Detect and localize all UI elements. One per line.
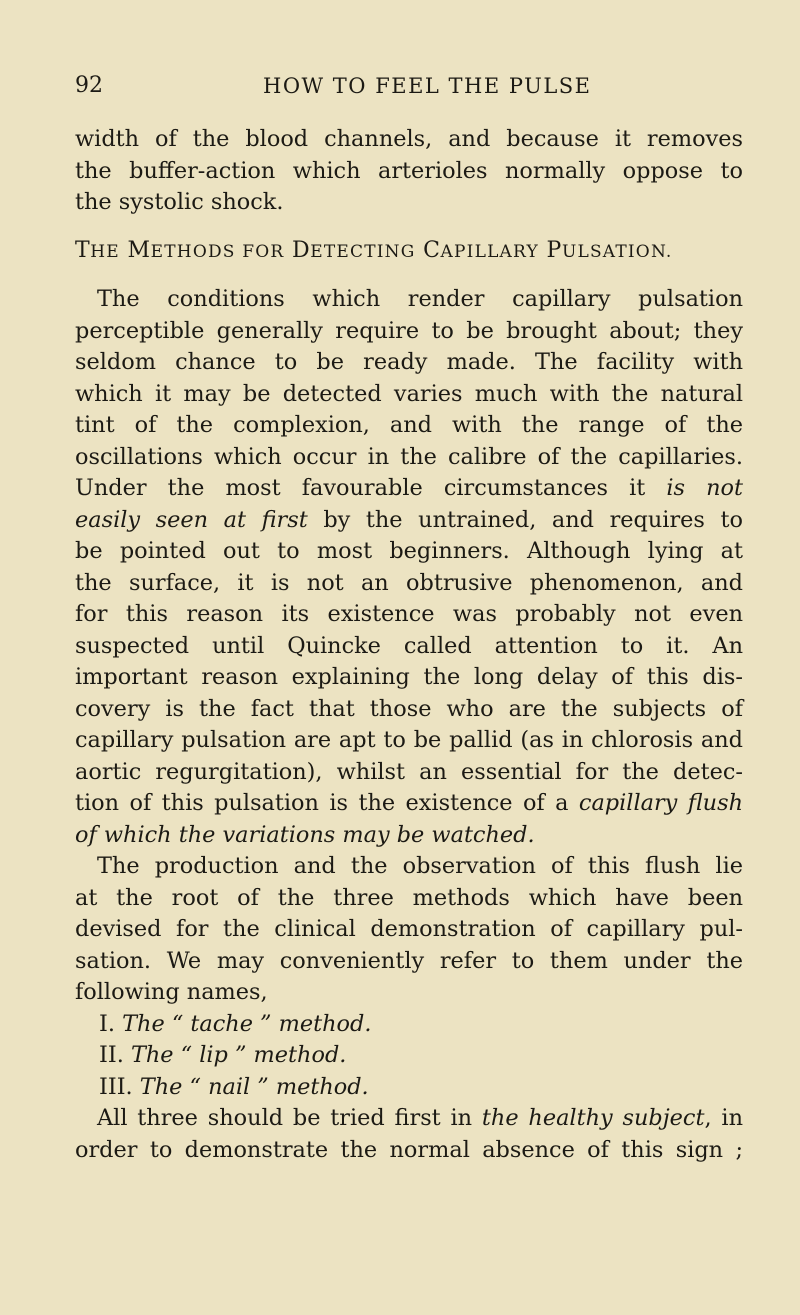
- text-line: oscillations which occur in the calibre of the capillaries.: [75, 443, 743, 470]
- text-line: seldom chance to be ready made. The facility with: [75, 349, 743, 375]
- italic-text: of which the variations may be watched.: [75, 821, 535, 848]
- heading-initial: C: [423, 237, 441, 263]
- heading-small-caps: ETECTING: [310, 241, 416, 262]
- method-name: The “ lip ” method.: [130, 1042, 347, 1068]
- text-run: All three should be tried first in: [97, 1105, 473, 1131]
- method-numeral: I.: [99, 1010, 115, 1037]
- text-run: tion of this pulsation is the existence of a: [75, 790, 569, 816]
- method-numeral: III.: [99, 1073, 133, 1100]
- text-line: The conditions which render capillary pulsation: [97, 286, 743, 312]
- text-line: suspected until Quincke called attention to it. An: [75, 632, 743, 659]
- text-line: at the root of the three methods which have been: [75, 884, 743, 911]
- text-line: [75, 820, 743, 852]
- method-name: The “ nail ” method.: [139, 1073, 369, 1100]
- text-line: devised for the clinical demonstration of capillary pul-: [75, 916, 743, 942]
- body-text: [75, 124, 743, 1166]
- text-line: [75, 1103, 743, 1135]
- method-item: [75, 1009, 743, 1041]
- text-line: perceptible generally require to be brought about; they: [75, 317, 743, 344]
- heading-small-caps: ULSATION.: [561, 241, 673, 262]
- method-numeral: II.: [99, 1042, 124, 1068]
- text-line: covery is the fact that those who are the subjects of: [75, 695, 743, 722]
- text-line: the systolic shock.: [75, 189, 284, 215]
- text-line: width of the blood channels, and because it removes: [75, 126, 743, 152]
- running-head: [75, 72, 735, 112]
- heading-small-caps: HE: [90, 241, 120, 262]
- text-run: by the untrained, and requires to: [323, 506, 743, 533]
- page-number: 92: [75, 73, 103, 98]
- text-line: [75, 505, 743, 537]
- text-line: [75, 473, 743, 505]
- heading-small-caps: APILLARY: [440, 241, 539, 262]
- text-line: the buffer-action which arterioles normally oppose to: [75, 157, 743, 184]
- italic-text: capillary flush: [578, 790, 743, 816]
- text-line: capillary pulsation are apt to be pallid (as in chlorosis and: [75, 727, 743, 753]
- text-line: the surface, it is not an obtrusive phenomenon, and: [75, 569, 743, 596]
- text-run: , in: [704, 1105, 743, 1131]
- heading-initial: M: [127, 237, 151, 263]
- text-line: order to demonstrate the normal absence of this sign ;: [75, 1136, 743, 1163]
- method-item: [75, 1040, 743, 1072]
- heading-small-caps: ETHODS FOR: [150, 241, 285, 262]
- text-line: The production and the observation of this flush lie: [97, 853, 743, 879]
- text-line: sation. We may conveniently refer to them under the: [75, 947, 743, 974]
- text-line: tint of the complexion, and with the range of the: [75, 412, 743, 438]
- running-title: HOW TO FEEL THE PULSE: [263, 74, 592, 98]
- text-line: aortic regurgitation), whilst an essential for the detec-: [75, 758, 743, 785]
- text-line: following names,: [75, 979, 268, 1005]
- heading-initial: D: [291, 237, 311, 263]
- heading-initial: T: [75, 237, 91, 263]
- section-heading: [75, 235, 743, 269]
- text-line: be pointed out to most beginners. Although lying at: [75, 538, 743, 564]
- text-line: which it may be detected varies much with the natural: [75, 380, 743, 407]
- italic-text: is not: [666, 475, 743, 501]
- text-run: Under the most favourable circumstances it: [75, 475, 646, 501]
- text-line: for this reason its existence was probably not even: [75, 601, 743, 627]
- heading-initial: P: [546, 237, 562, 263]
- text-line: important reason explaining the long delay of this dis-: [75, 664, 743, 690]
- method-item: [75, 1072, 743, 1104]
- method-name: The “ tache ” method.: [122, 1010, 372, 1037]
- italic-text: easily seen at first: [75, 506, 308, 533]
- italic-text: the healthy subject: [481, 1105, 705, 1131]
- text-line: [75, 788, 743, 820]
